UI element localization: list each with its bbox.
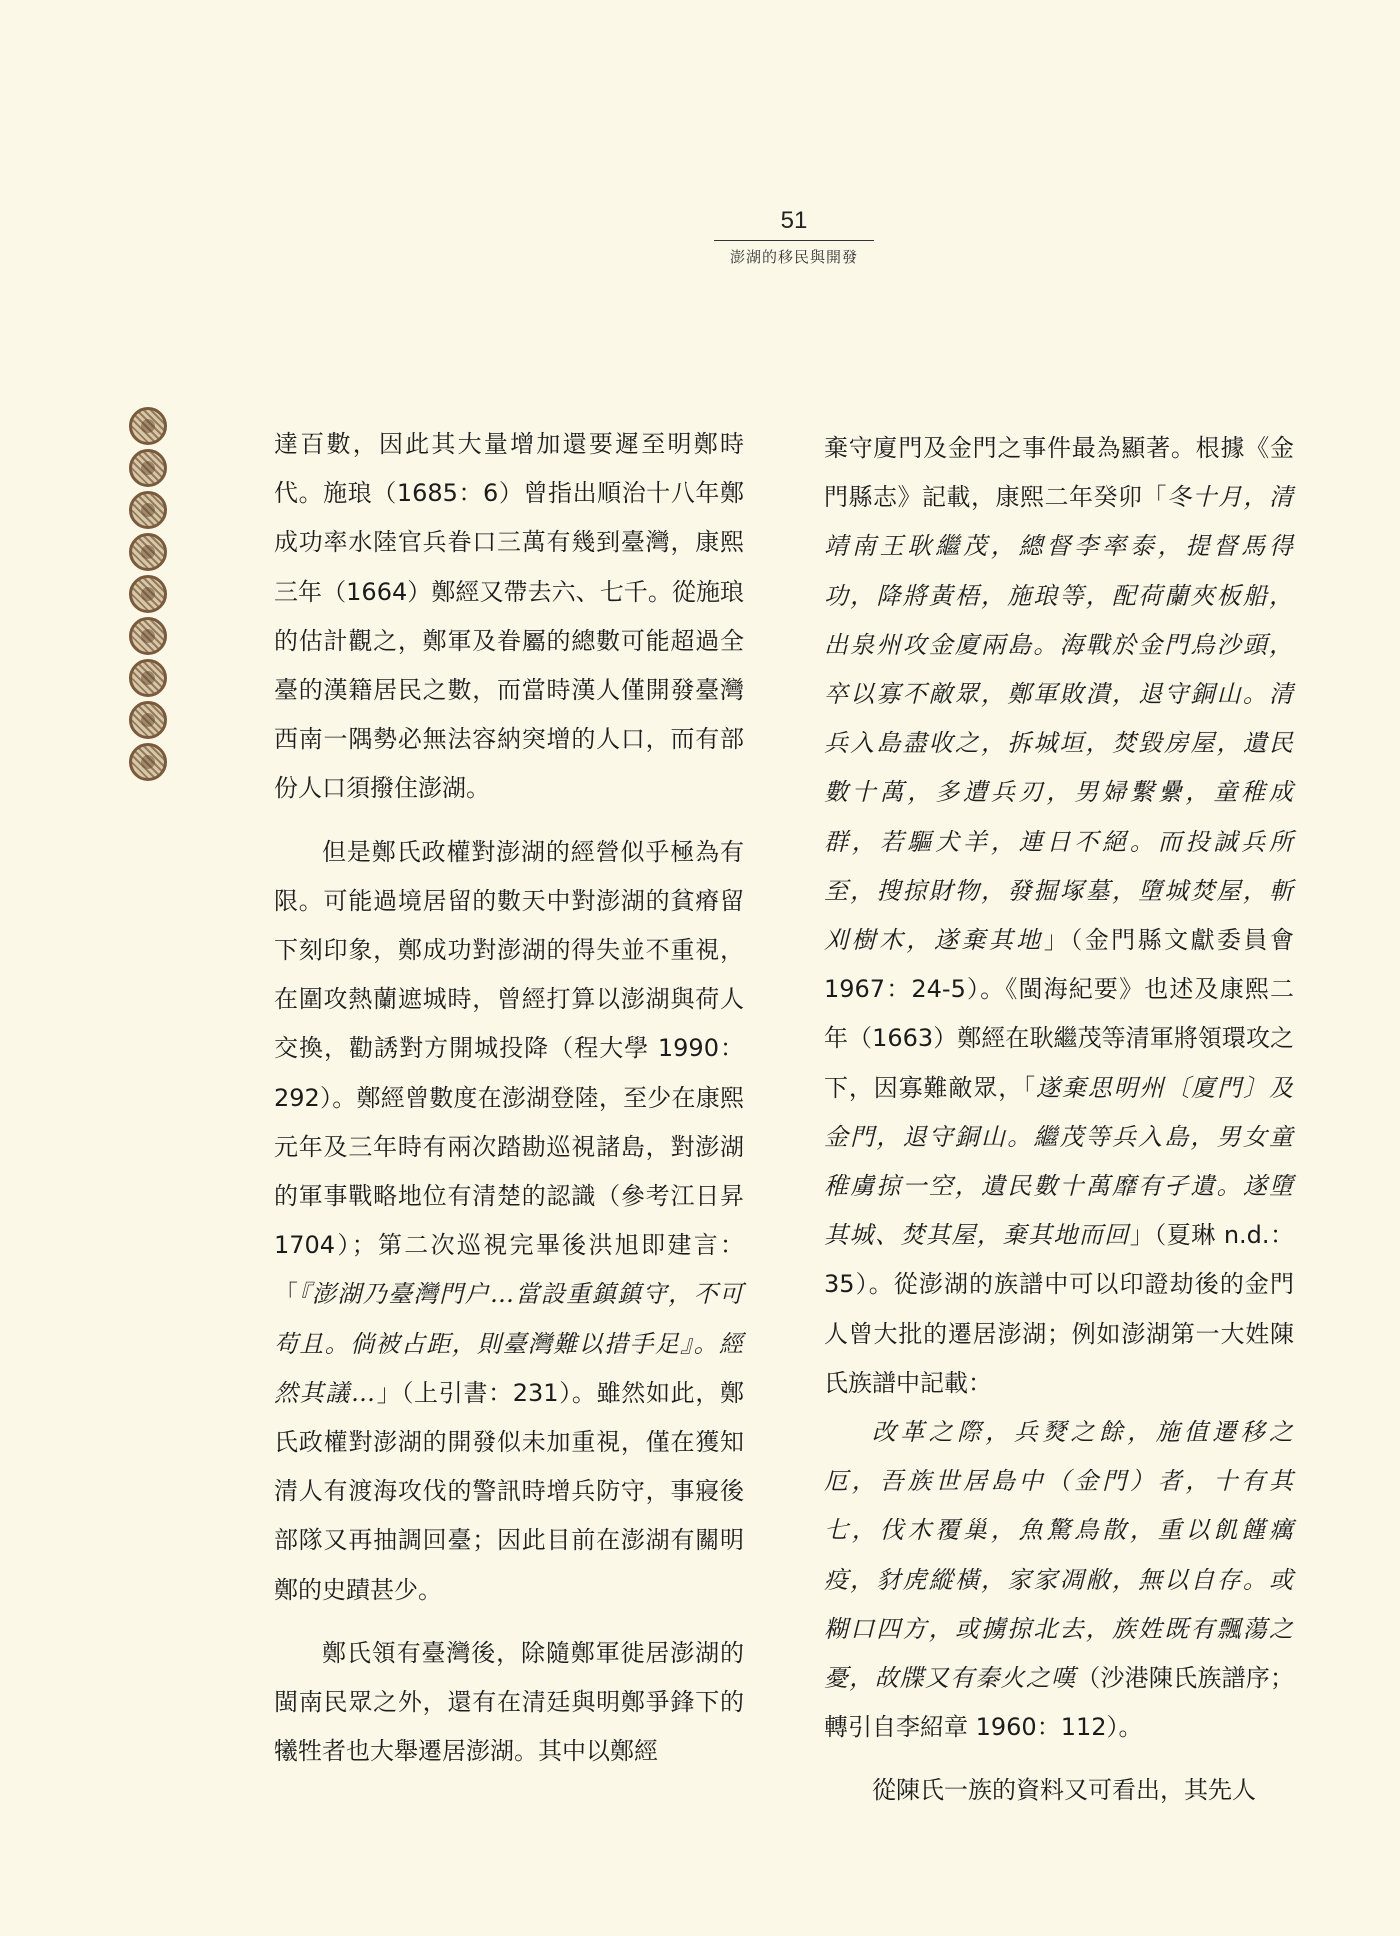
quotation: 『澎湖乃臺灣門户…當設重鎮鎮守，不可苟且。倘被占距，則臺灣難以措手足』。經然其議… xyxy=(274,1280,745,1407)
right-text-column xyxy=(824,424,1294,1816)
paragraph-text: 」（上引書：231）。雖然如此，鄭氏政權對澎湖的開發似未加重視，僅在獲知清人有渡海攻伐的警訊時增兵防守，事寢後部隊又再抽調回臺；因此目前在澎湖有關明鄭的史蹟甚少。 xyxy=(274,1378,744,1604)
block-quotation xyxy=(824,1408,1294,1752)
paragraph: 達百數，因此其大量增加還要遲至明鄭時代。施琅（1685：6）曾指出順治十八年鄭成功率水陸官兵眷口三萬有幾到臺灣，康熙三年（1664）鄭經又帶去六、七千。從施琅的估計觀之，鄭軍及眷屬的總數可能超過全臺的漢籍居民之數，而當時漢人僅開發臺灣西南一隅勢必無法容納突增的人口，而有部份人口須撥住澎湖。 xyxy=(274,430,744,803)
seal-ornament-icon xyxy=(129,533,167,571)
header-rule xyxy=(714,240,874,241)
seal-ornament-icon xyxy=(129,659,167,697)
paragraph-text: 但是鄭氏政權對澎湖的經營似乎極為有限。可能過境居留的數天中對澎湖的貧瘠留下刻印象，鄭成功對澎湖的得失並不重視，在圍攻熱蘭遮城時，曾經打算以澎湖與荷人交換，勸誘對方開城投降（程大學 1990：292）。鄭經曾數度在澎湖登陸，至少在康熙元年及三年時有兩次踏勘巡視諸島，對澎湖的軍事戰略地位有清楚的認識（參考江日昇1704）；第二次巡視完畢後洪旭即建言：「 xyxy=(274,837,744,1309)
seal-ornament-icon xyxy=(129,575,167,613)
quotation: 遂棄思明州〔廈門〕及金門，退守銅山。繼茂等兵入島，男女童稚虜掠一空，遺民數十萬靡有孑遺。遂墮其城、焚其屋，棄其地而回 xyxy=(824,1073,1294,1250)
paragraph: 從陳氏一族的資料又可看出，其先人 xyxy=(872,1776,1256,1805)
paragraph-text: 」（金門縣文獻委員會 1967：24-5）。《閩海紀要》也述及康熙二年（1663）鄭經在耿繼茂等清軍將領環攻之下，因寡難敵眾，「 xyxy=(824,926,1295,1102)
page-header xyxy=(714,206,874,267)
seal-ornament-icon xyxy=(129,407,167,445)
seal-ornament-icon xyxy=(129,449,167,487)
page-number: 51 xyxy=(780,207,808,234)
running-title: 澎湖的移民與開發 xyxy=(729,248,858,266)
seal-ornament-icon xyxy=(129,491,167,529)
left-text-column xyxy=(274,420,744,1776)
decorative-seal-strip xyxy=(126,407,170,785)
citation: （沙港陳氏族譜序；轉引自李紹章 1960：112）。 xyxy=(824,1664,1295,1742)
paragraph: 鄭氏領有臺灣後，除隨鄭軍徙居澎湖的閩南民眾之外，還有在清廷與明鄭爭鋒下的犧牲者也大舉遷居澎湖。其中以鄭經 xyxy=(274,1638,744,1766)
seal-ornament-icon xyxy=(129,617,167,655)
quotation: 冬十月，清靖南王耿繼茂，總督李率泰，提督馬得功，降將黃梧，施琅等，配荷蘭夾板船，出泉州攻金廈兩島。海戰於金門烏沙頭，卒以寡不敵眾，鄭軍敗潰，退守銅山。清兵入島盡收之，拆城垣，焚毀房屋，遺民數十萬，多遭兵刃，男婦繫纍，童稚成群，若驅犬羊，連日不絕。而投誠兵所至，搜掠財物，發掘塚墓，墮城焚屋，斬刈樹木，遂棄其地 xyxy=(824,483,1294,955)
paragraph xyxy=(274,828,744,1615)
paragraph xyxy=(824,424,1294,1408)
seal-ornament-icon xyxy=(129,701,167,739)
quotation: 改革之際，兵燹之餘，施值遷移之厄，吾族世居島中（金門）者，十有其七，伐木覆巢，魚驚鳥散，重以飢饉癘疫，豺虎縱橫，家家凋敝，無以自存。或糊口四方，或擄掠北去，族姓既有飄蕩之憂，故牒又有秦火之嘆 xyxy=(824,1418,1294,1693)
paragraph-text: 棄守廈門及金門之事件最為顯著。根據《金門縣志》記載，康熙二年癸卯「 xyxy=(824,434,1294,512)
paragraph-text: 」（夏琳 n.d.：35）。從澎湖的族譜中可以印證劫後的金門人曾大批的遷居澎湖；例如澎湖第一大姓陳氏族譜中記載： xyxy=(824,1221,1294,1397)
seal-ornament-icon xyxy=(129,743,167,781)
